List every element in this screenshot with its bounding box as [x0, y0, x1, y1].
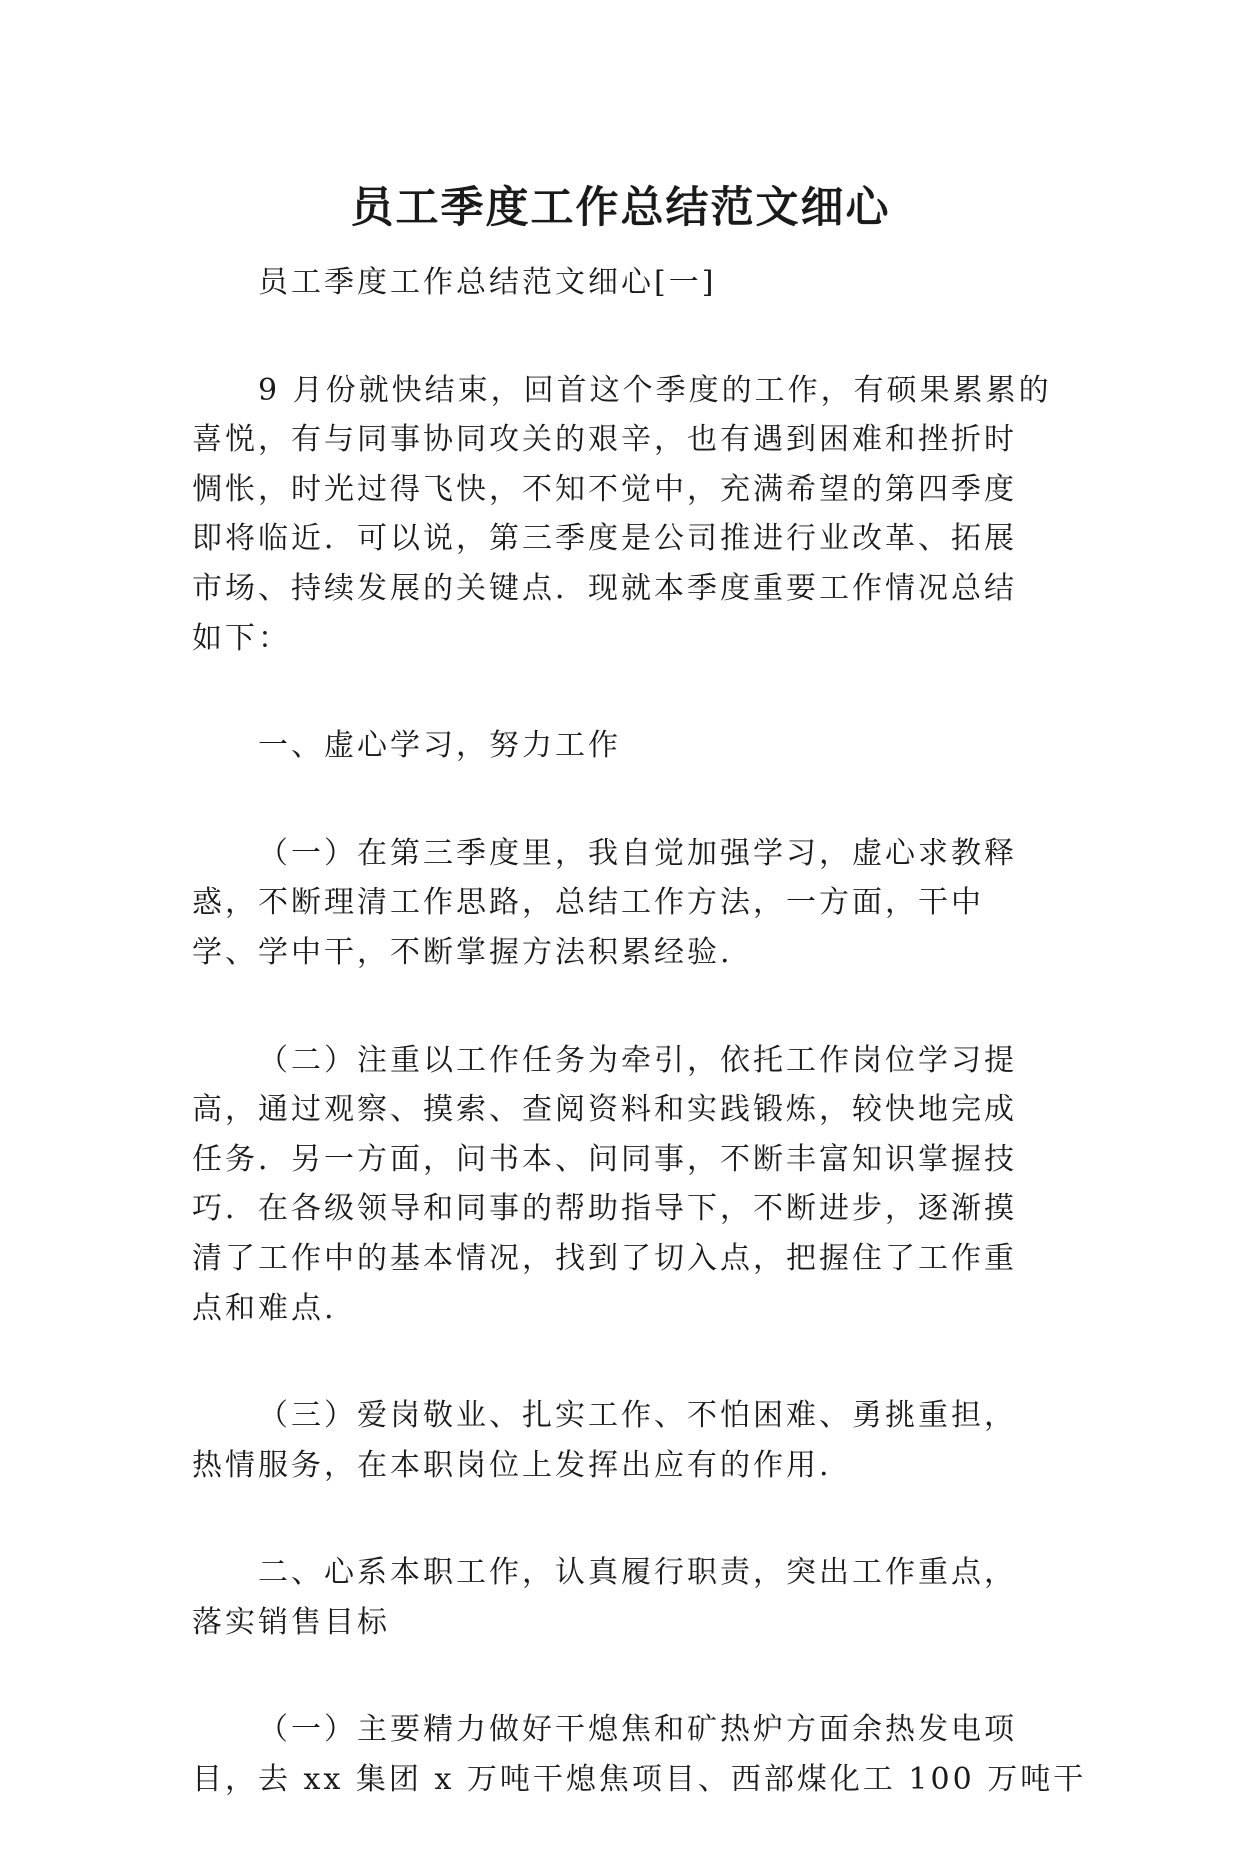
paragraph-line: 热情服务，在本职岗位上发挥出应有的作用.: [192, 1447, 832, 1483]
heading-line: 落实销售目标: [192, 1604, 390, 1640]
document-title: 员工季度工作总结范文细心: [350, 183, 891, 233]
subsection-2-1: [192, 1705, 1087, 1804]
paragraph-line: 巧．在各级领导和同事的帮助指导下，不断进步，逐渐摸: [192, 1191, 1017, 1227]
paragraph-line: 清了工作中的基本情况，找到了切入点，把握住了工作重: [192, 1240, 1017, 1276]
paragraph-line: 市场、持续发展的关键点．现就本季度重要工作情况总结: [192, 570, 1017, 606]
paragraph-line: 9 月份就快结束，回首这个季度的工作，有硕果累累的: [258, 372, 1052, 408]
paragraph-line: 惑，不断理清工作思路，总结工作方法，一方面，干中: [192, 885, 984, 921]
paragraph-line: 任务．另一方面，问书本、问同事，不断丰富知识掌握技: [192, 1141, 1017, 1177]
paragraph-line: （二）注重以工作任务为牵引，依托工作岗位学习提: [258, 1042, 1017, 1078]
paragraph-line: 即将临近．可以说，第三季度是公司推进行业改革、拓展: [192, 521, 1017, 557]
subsection-1-1: [192, 829, 1052, 978]
subtitle-paragraph: [192, 258, 1052, 308]
paragraph-line: 喜悦，有与同事协同攻关的艰辛，也有遇到困难和挫折时: [192, 422, 1017, 458]
paragraph-line: 惆怅，时光过得飞快，不知不觉中，充满希望的第四季度: [192, 471, 1017, 507]
paragraph-line: 目，去 xx 集团 x 万吨干熄焦项目、西部煤化工 100 万吨干: [192, 1762, 1087, 1798]
subsection-1-2: [192, 1036, 1052, 1334]
heading-line: 一、虚心学习，努力工作: [258, 728, 621, 764]
paragraph-line: （一）主要精力做好干熄焦和矿热炉方面余热发电项: [258, 1712, 1017, 1748]
paragraph-line: （一）在第三季度里，我自觉加强学习，虚心求教释: [258, 835, 1017, 871]
subtitle-line: 员工季度工作总结范文细心[一]: [258, 265, 717, 300]
section-heading-1: [192, 721, 1052, 771]
paragraph-line: 如下：: [192, 620, 291, 656]
paragraph-line: （三）爱岗敬业、扎实工作、不怕困难、勇挑重担，: [258, 1398, 1017, 1434]
document-body: [192, 258, 1087, 1863]
intro-paragraph: [192, 366, 1052, 664]
paragraph-line: 点和难点.: [192, 1290, 337, 1326]
paragraph-line: 学、学中干，不断掌握方法积累经验.: [192, 934, 733, 970]
section-heading-2: [192, 1548, 1052, 1647]
paragraph-line: 高，通过观察、摸索、查阅资料和实践锻炼，较快地完成: [192, 1092, 1017, 1128]
subsection-1-3: [192, 1391, 1052, 1490]
heading-line: 二、心系本职工作，认真履行职责，突出工作重点，: [258, 1555, 1017, 1591]
